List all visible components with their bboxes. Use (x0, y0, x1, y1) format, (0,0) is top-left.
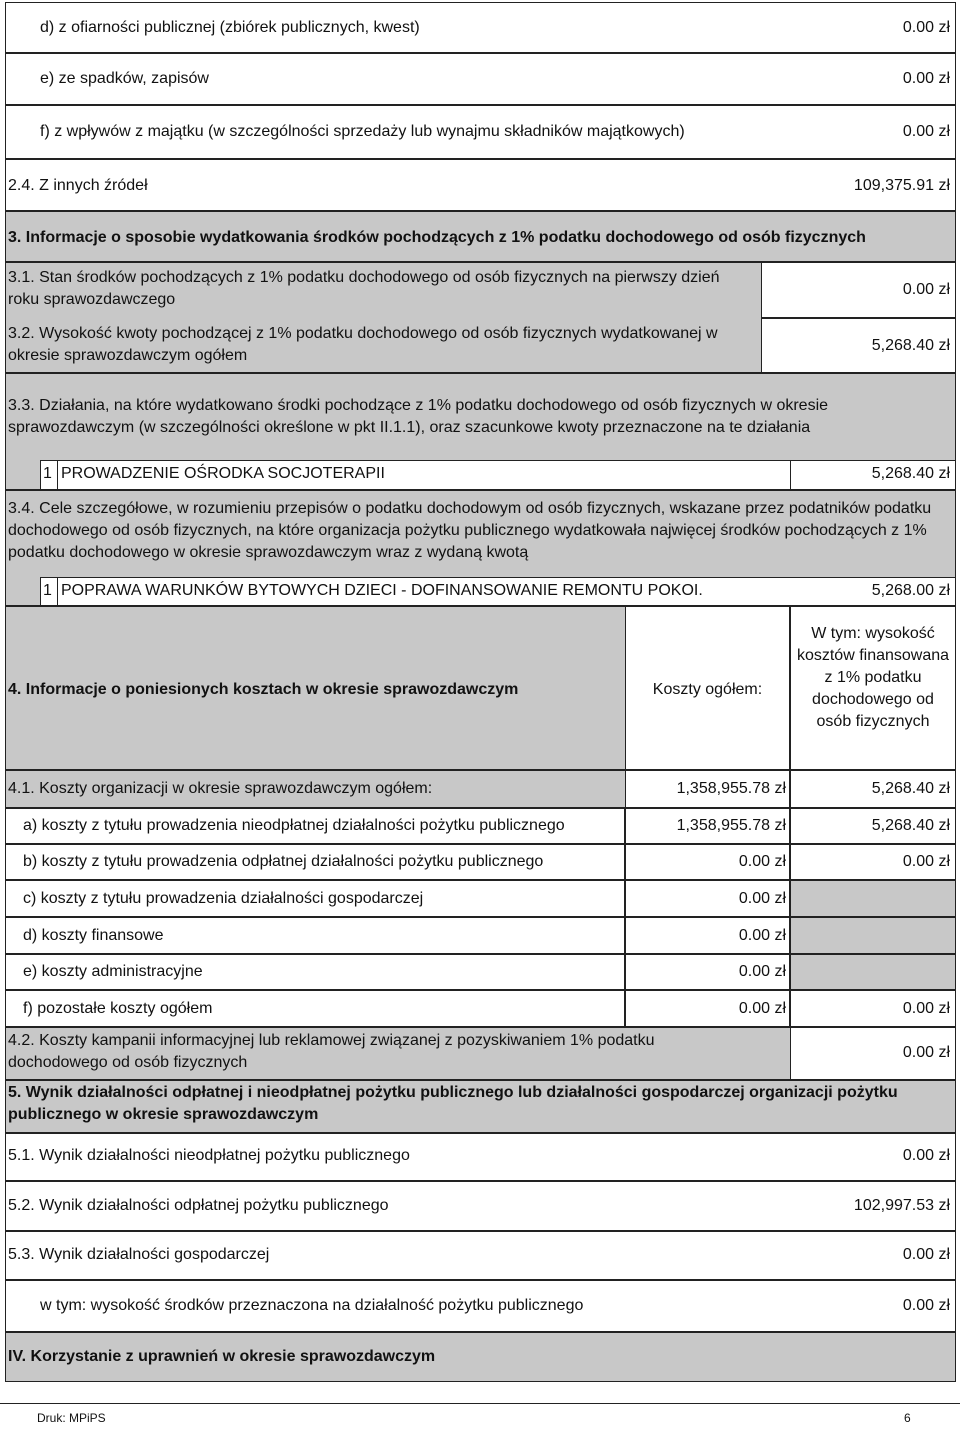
row-3-4-label: 3.4. Cele szczegółowe, w rozumieniu przepisów o podatku dochodowym od osób fizycznych, wskazane przez podatników podatku dochodowego od osób fizycznych, na które organizacja pożytku publicznego wydatkowała najwięcej środków pochodzących z 1% podatku dochodowego w okresie sprawozdawczym wraz z wydaną kwotą (8, 500, 932, 561)
cost-row-total: 0.00 zł (738, 889, 786, 907)
cost-row-share: 0.00 zł (902, 999, 950, 1017)
section-5-title: 5. Wynik działalności odpłatnej i nieodpłatnej pożytku publicznego lub działalności gospodarczej organizacji pożytku publicznego w okresie sprawozdawczym (8, 1084, 898, 1123)
row-3-4-item-value: 5,268.00 zł (871, 582, 950, 599)
row-e-value: 0.00 zł (902, 70, 950, 87)
row-f-value: 0.00 zł (902, 123, 950, 140)
row-f-label: f) z wpływów z majątku (w szczególności sprzedaży lub wynajmu składników majątkowych) (40, 123, 685, 140)
cost-row-label: b) koszty z tytułu prowadzenia odpłatnej działalności pożytku publicznego (23, 853, 544, 870)
cost-row-label: d) koszty finansowe (23, 926, 164, 944)
cost-row-label: a) koszty z tytułu prowadzenia nieodpłatnej działalności pożytku publicznego (23, 817, 565, 834)
cost-row-label: c) koszty z tytułu prowadzenia działalności gospodarczej (23, 889, 424, 907)
row-d-label: d) z ofiarności publicznej (zbiórek publicznych, kwest) (40, 19, 420, 36)
row-2-4-label: 2.4. Z innych źródeł (8, 177, 148, 194)
row-3-3-item-no: 1 (43, 465, 52, 482)
row-3-3-label: 3.3. Działania, na które wydatkowano środki pochodzące z 1% podatku dochodowego od osób fizycznych w okresie sprawozdawczym (w szczególności określone w pkt II.1.1), oraz szacunkowe kwoty przeznaczone na te działania (8, 397, 829, 436)
row-3-2-value: 5,268.40 zł (871, 337, 950, 354)
cost-row-total: 0.00 zł (738, 926, 786, 944)
row-3-3-item-value: 5,268.40 zł (871, 465, 950, 482)
cost-row-share: 5,268.40 zł (871, 780, 950, 797)
cost-row-share: 0.00 zł (902, 853, 950, 870)
row-2-4-value: 109,375.91 zł (853, 177, 950, 194)
row-e-label: e) ze spadków, zapisów (40, 70, 209, 87)
row-4-2-label: 4.2. Koszty kampanii informacyjnej lub reklamowej związanej z pozyskiwaniem 1% podatku dochodowego od osób fizycznych (8, 1032, 655, 1071)
row-5-1-value: 0.00 zł (902, 1147, 950, 1164)
cost-row-label: 4.1. Koszty organizacji w okresie sprawozdawczym ogółem: (8, 780, 433, 797)
footer-rule (0, 1403, 960, 1404)
cost-row-total: 0.00 zł (738, 963, 786, 980)
section-4-col-total-label: Koszty ogółem: (652, 681, 763, 698)
row-3-1-label: 3.1. Stan środków pochodzących z 1% podatku dochodowego od osób fizycznych na pierwszy dzień roku sprawozdawczego (8, 269, 720, 308)
section-3-title: 3. Informacje o sposobie wydatkowania środków pochodzących z 1% podatku dochodowego od osób fizycznych (8, 229, 866, 246)
cost-row-share-cell (790, 880, 956, 917)
cost-row-label: f) pozostałe koszty ogółem (23, 999, 213, 1017)
row-5-2-value: 102,997.53 zł (853, 1197, 950, 1214)
row-d-value: 0.00 zł (902, 19, 950, 36)
section-iv-title: IV. Korzystanie z uprawnień w okresie sprawozdawczym (8, 1348, 436, 1365)
cost-row-total: 0.00 zł (738, 999, 786, 1017)
footer-print: Druk: MPiPS (37, 1411, 106, 1425)
cost-row-label: e) koszty administracyjne (23, 963, 203, 980)
row-5-3-sub-value: 0.00 zł (902, 1297, 950, 1314)
row-3-4-item-no: 1 (43, 582, 52, 599)
row-5-3-value: 0.00 zł (902, 1246, 950, 1263)
footer-page-number: 6 (904, 1411, 911, 1425)
cost-row-share-cell (790, 917, 956, 954)
section-4-title: 4. Informacje o poniesionych kosztach w okresie sprawozdawczym (8, 681, 519, 698)
cost-row-total: 0.00 zł (738, 853, 786, 870)
cost-row-total: 1,358,955.78 zł (676, 780, 786, 797)
row-5-3-label: 5.3. Wynik działalności gospodarczej (8, 1246, 270, 1263)
row-3-1-value: 0.00 zł (902, 281, 950, 298)
cost-row-share-cell (790, 954, 956, 990)
cost-row-total: 1,358,955.78 zł (676, 817, 786, 834)
row-3-4-item-label: POPRAWA WARUNKÓW BYTOWYCH DZIECI - DOFINANSOWANIE REMONTU POKOI. (61, 582, 703, 599)
row-3-2-label: 3.2. Wysokość kwoty pochodzącej z 1% podatku dochodowego od osób fizycznych wydatkowanej w okresie sprawozdawczym ogółem (8, 325, 718, 364)
row-5-1-label: 5.1. Wynik działalności nieodpłatnej pożytku publicznego (8, 1147, 410, 1164)
row-5-2-label: 5.2. Wynik działalności odpłatnej pożytku publicznego (8, 1197, 389, 1214)
section-4-col-share-label: W tym: wysokość kosztów finansowana z 1% podatku dochodowego od osób fizycznych (796, 625, 950, 730)
row-4-2-value: 0.00 zł (902, 1044, 950, 1061)
row-3-3-item-label: PROWADZENIE OŚRODKA SOCJOTERAPII (61, 465, 385, 482)
row-5-3-sub-label: w tym: wysokość środków przeznaczona na działalność pożytku publicznego (40, 1297, 584, 1314)
cost-row-share: 5,268.40 zł (871, 817, 950, 834)
